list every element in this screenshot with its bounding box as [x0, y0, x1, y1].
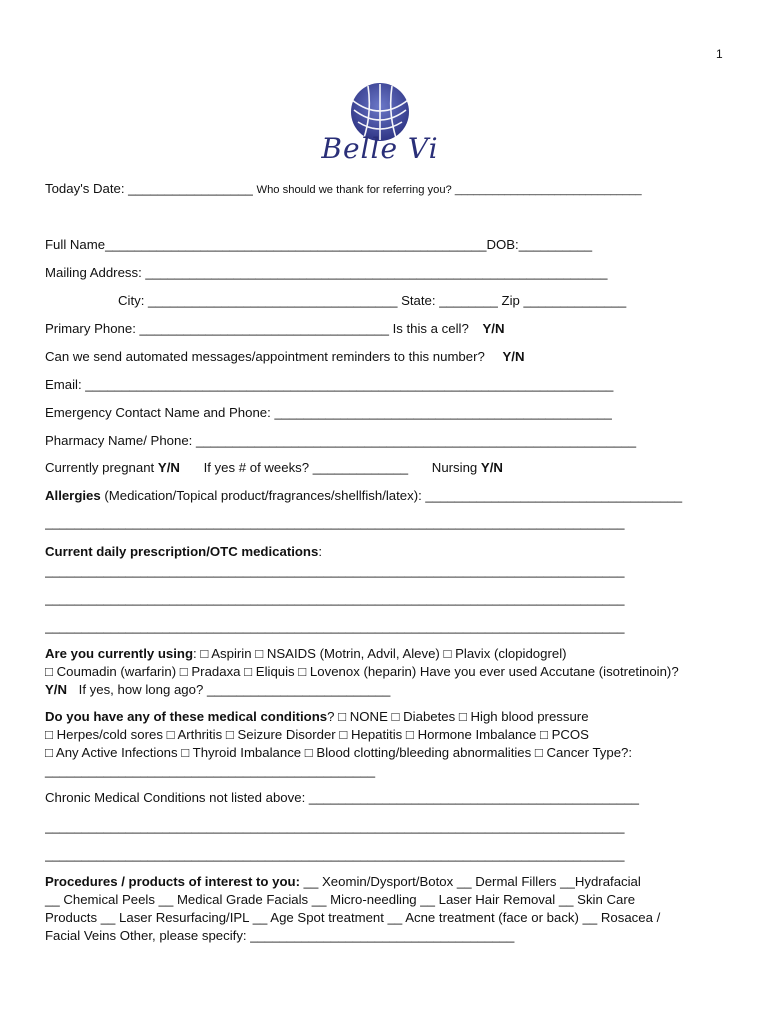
- automated-messages-yn[interactable]: Y/N: [502, 349, 525, 364]
- using-label: Are you currently using: [45, 646, 194, 661]
- chronic-blank-line[interactable]: _______________________________________________________________________________: [45, 819, 625, 834]
- procedures-options-4[interactable]: Facial Veins Other, please specify: ____________________________________: [45, 928, 515, 943]
- full-name-field[interactable]: Full Name____________________________________________________DOB:__________: [45, 237, 593, 252]
- weeks-field[interactable]: If yes # of weeks? _____________: [203, 460, 409, 475]
- pregnant-yn[interactable]: Y/N: [157, 460, 180, 475]
- city-state-zip-field[interactable]: City: __________________________________ State: ________ Zip ______________: [118, 293, 627, 308]
- pregnancy-row: [45, 459, 503, 477]
- procedures-options-3[interactable]: Products __ Laser Resurfacing/IPL __ Age Spot treatment __ Acne treatment (face or back) __ Rosacea /: [45, 910, 661, 925]
- using-row-1: [45, 645, 567, 663]
- automated-messages-label: Can we send automated messages/appointment reminders to this number?: [45, 349, 485, 364]
- nursing-label: Nursing: [431, 460, 478, 475]
- primary-phone-row: [45, 320, 504, 338]
- chronic-blank-line[interactable]: _______________________________________________________________________________: [45, 847, 625, 862]
- mailing-address-field[interactable]: Mailing Address: _______________________________________________________________: [45, 265, 608, 280]
- using-options-1[interactable]: : □ Aspirin □ NSAIDS (Motrin, Advil, Aleve) □ Plavix (clopidogrel): [193, 646, 567, 661]
- conditions-options-2[interactable]: □ Herpes/cold sores □ Arthritis □ Seizure Disorder □ Hepatitis □ Hormone Imbalance □ PCOS: [45, 727, 589, 742]
- logo-wordmark: Belle Vi: [321, 132, 439, 165]
- conditions-options-1[interactable]: ? □ NONE □ Diabetes □ High blood pressure: [327, 709, 589, 724]
- meds-blank-line[interactable]: _______________________________________________________________________________: [45, 563, 625, 578]
- emergency-contact-field[interactable]: Emergency Contact Name and Phone: ______________________________________________: [45, 405, 612, 420]
- chronic-conditions-field[interactable]: Chronic Medical Conditions not listed above: _____________________________________________: [45, 790, 639, 805]
- meds-blank-line[interactable]: _______________________________________________________________________________: [45, 619, 625, 634]
- accutane-yn[interactable]: Y/N: [45, 682, 67, 697]
- procedures-options-1[interactable]: __ Xeomin/Dysport/Botox __ Dermal Fillers __Hydrafacial: [300, 874, 641, 889]
- allergies-label: Allergies: [45, 488, 101, 503]
- using-row-3: [45, 681, 390, 699]
- nursing-yn[interactable]: Y/N: [480, 460, 503, 475]
- current-meds-colon: :: [318, 544, 322, 559]
- conditions-label: Do you have any of these medical conditions: [45, 709, 328, 724]
- allergies-row: [45, 487, 682, 505]
- conditions-options-3[interactable]: □ Any Active Infections □ Thyroid Imbalance □ Blood clotting/bleeding abnormalities □ Cancer Type?:: [45, 745, 633, 760]
- procedures-options-2[interactable]: __ Chemical Peels __ Medical Grade Facials __ Micro-needling __ Laser Hair Removal __ Skin Care: [45, 892, 636, 907]
- current-meds-label: Current daily prescription/OTC medications: [45, 544, 319, 559]
- todays-date-field[interactable]: Today's Date: _________________: [45, 181, 253, 196]
- referral-field[interactable]: Who should we thank for referring you? ______________________________: [256, 184, 642, 196]
- page-number: 1: [716, 47, 723, 61]
- header-line: [45, 180, 642, 199]
- email-field[interactable]: Email: ________________________________________________________________________: [45, 377, 614, 392]
- cancer-type-field[interactable]: _____________________________________________: [45, 763, 376, 778]
- procedures-row-1: [45, 873, 641, 891]
- allergies-blank-line[interactable]: _______________________________________________________________________________: [45, 515, 625, 530]
- cell-yn[interactable]: Y/N: [482, 321, 505, 336]
- pregnant-label: Currently pregnant: [45, 460, 155, 475]
- conditions-row-1: [45, 708, 589, 726]
- meds-blank-line[interactable]: _______________________________________________________________________________: [45, 591, 625, 606]
- allergies-field[interactable]: (Medication/Topical product/fragrances/shellfish/latex): ___________________________________: [104, 488, 683, 503]
- accutane-how-long-field[interactable]: If yes, how long ago? _________________________: [78, 682, 391, 697]
- automated-messages-row: [45, 348, 524, 366]
- current-meds-row: [45, 543, 322, 561]
- primary-phone-field[interactable]: Primary Phone: __________________________________ Is this a cell?: [45, 321, 469, 336]
- using-options-2[interactable]: □ Coumadin (warfarin) □ Pradaxa □ Eliquis □ Lovenox (heparin) Have you ever used Accutane (isotretinoin)?: [45, 664, 679, 679]
- pharmacy-field[interactable]: Pharmacy Name/ Phone: ____________________________________________________________: [45, 433, 637, 448]
- procedures-label: Procedures / products of interest to you:: [45, 874, 300, 889]
